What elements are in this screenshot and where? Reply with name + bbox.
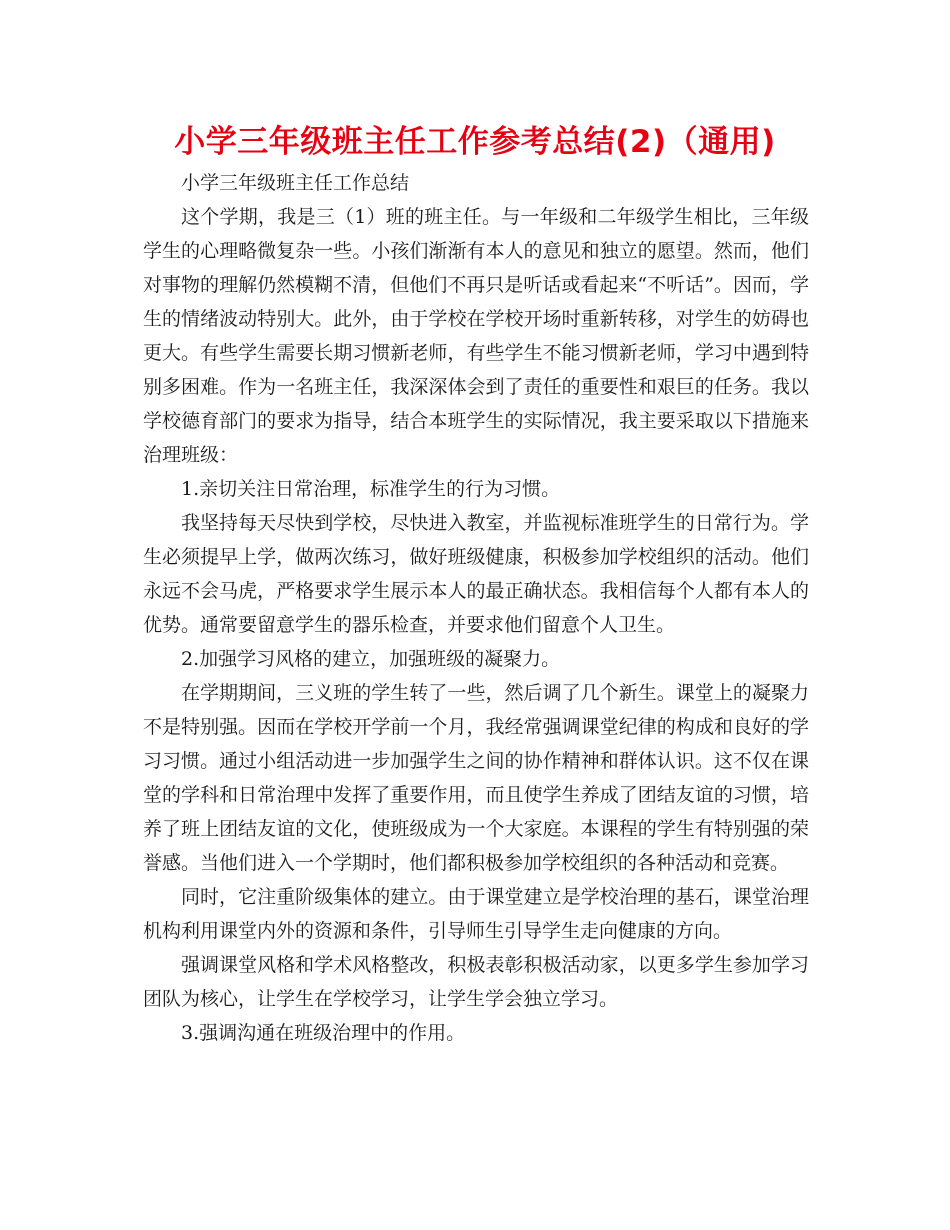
paragraph-section-1: 我坚持每天尽快到学校，尽快进入教室，并监视标准班学生的日常行为。学生必须提早上学，做两次练习，做好班级健康，积极参加学校组织的活动。他们永远不会马虎，严格要求学生展示本人的最正确状态。我相信每个人都有本人的优势。通常要留意学生的器乐检查，并要求他们留意个人卫生。 <box>143 512 809 636</box>
document-title: 小学三年级班主任工作参考总结(2)（通用) <box>174 124 776 160</box>
paragraph-intro: 这个学期，我是三（1）班的班主任。与一年级和二年级学生相比，三年级学生的心理略微复杂一些。小孩们渐渐有本人的意见和独立的愿望。然而，他们对事物的理解仍然模糊不清，但他们不再只是听话或看起来“不听话”。因而，学生的情绪波动特别大。此外，由于学校在学校开场时重新转移，对学生的妨碍也更大。有些学生需要长期习惯新老师，有些学生不能习惯新老师，学习中遇到特别多困难。作为一名班主任，我深深体会到了责任的重要性和艰巨的任务。我以学校德育部门的要求为指导，结合本班学生的实际情况，我主要采取以下措施来治理班级： <box>143 206 809 466</box>
section-heading-3: 3.强调沟通在班级治理中的作用。 <box>181 1022 466 1044</box>
section-heading-1: 1.亲切关注日常治理，标准学生的行为习惯。 <box>181 478 561 500</box>
document-subtitle: 小学三年级班主任工作总结 <box>181 172 410 194</box>
section-heading-2: 2.加强学习风格的建立，加强班级的凝聚力。 <box>181 648 561 670</box>
paragraph-section-2c: 强调课堂风格和学术风格整改，积极表彰积极活动家，以更多学生参加学习团队为核心，让学生在学校学习，让学生学会独立学习。 <box>143 954 809 1010</box>
paragraph-section-2b: 同时，它注重阶级集体的建立。由于课堂建立是学校治理的基石，课堂治理机构利用课堂内外的资源和条件，引导师生引导学生走向健康的方向。 <box>143 886 809 942</box>
document-body <box>143 166 809 1050</box>
paragraph-section-2a: 在学期期间，三义班的学生转了一些，然后调了几个新生。课堂上的凝聚力不是特别强。因而在学校开学前一个月，我经常强调课堂纪律的构成和良好的学习习惯。通过小组活动进一步加强学生之间的协作精神和群体认识。这不仅在课堂的学科和日常治理中发挥了重要作用，而且使学生养成了团结友谊的习惯，培养了班上团结友谊的文化，使班级成为一个大家庭。本课程的学生有特别强的荣誉感。当他们进入一个学期时，他们都积极参加学校组织的各种活动和竞赛。 <box>143 682 809 874</box>
